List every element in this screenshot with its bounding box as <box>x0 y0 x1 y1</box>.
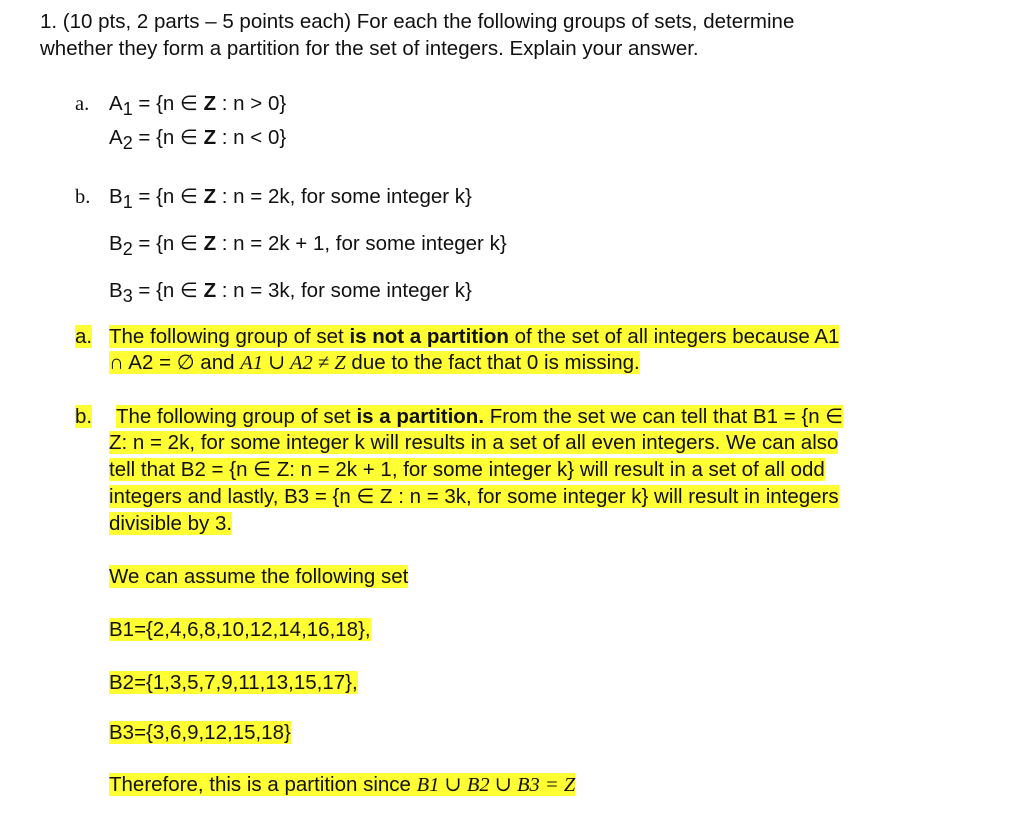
example-set-b2-text: B2={1,3,5,7,9,11,13,15,17}, <box>109 671 358 694</box>
question-line-1: 1. (10 pts, 2 parts – 5 points each) For each the following groups of sets, determine <box>40 10 795 33</box>
conclusion-math: B1 ∪ B2 ∪ B3 = Z <box>416 774 576 796</box>
set-b1-condition: : n = 2k, for some integer k} <box>216 185 472 208</box>
set-b1-subscript: 1 <box>122 192 133 213</box>
answer-a-marker-text: a. <box>75 325 93 348</box>
answer-a-math: A1 ∪ A2 ≠ Z <box>240 352 346 374</box>
set-b2-subscript: 2 <box>122 239 133 260</box>
answer-a-text-4: due to the fact that 0 is missing. <box>345 351 640 374</box>
example-set-b1-text: B1={2,4,6,8,10,12,14,16,18}, <box>109 618 371 641</box>
answer-b-marker-text: b. <box>75 405 93 428</box>
answer-b-text-2: From the set we can tell that B1 = {n ∈ <box>484 405 844 428</box>
set-a2-definition <box>109 125 287 154</box>
example-set-b1 <box>109 617 371 643</box>
set-b2-name: B <box>109 232 123 255</box>
answer-b-text-line-5: divisible by 3. <box>109 512 233 535</box>
set-b3-pre: = {n ∈ <box>132 279 204 302</box>
set-b3-subscript: 3 <box>122 286 133 307</box>
assumption-line <box>109 564 408 590</box>
answer-b-text-line-3: tell that B2 = {n ∈ Z: n = 2k + 1, for some integer k} will result in a set of all odd <box>109 458 825 481</box>
example-set-b3-text: B3={3,6,9,12,15,18} <box>109 721 291 744</box>
set-b2-pre: = {n ∈ <box>132 232 204 255</box>
integers-symbol: Z <box>203 185 217 208</box>
answer-a-marker <box>75 324 92 350</box>
answer-b-line-5 <box>109 511 232 537</box>
example-set-b2 <box>109 670 358 696</box>
answer-b-line-4 <box>109 484 839 510</box>
integers-symbol: Z <box>203 279 217 302</box>
answer-b-text-1: The following group of set <box>116 405 357 428</box>
answer-b-text-line-4: integers and lastly, B3 = {n ∈ Z : n = 3k, for some integer k} will result in integers <box>109 485 839 508</box>
assumption-text: We can assume the following set <box>109 565 409 588</box>
answer-b-line-2 <box>109 430 838 456</box>
set-a1-pre: = {n ∈ <box>132 92 204 115</box>
set-b2-condition: : n = 2k + 1, for some integer k} <box>216 232 507 255</box>
answer-b-line-1 <box>116 404 843 430</box>
answer-a-text-1: The following group of set <box>109 325 350 348</box>
set-b3-definition <box>109 278 472 307</box>
answer-b-text-line-2: Z: n = 2k, for some integer k will results in a set of all even integers. We can also <box>109 431 839 454</box>
answer-a-verdict: is not a partition <box>349 325 509 348</box>
part-b-marker: b. <box>75 186 91 208</box>
answer-a-text-2: of the set of all integers because A1 <box>508 325 840 348</box>
set-a2-subscript: 2 <box>122 133 133 154</box>
example-set-b3 <box>109 720 291 746</box>
set-a2-pre: = {n ∈ <box>132 126 204 149</box>
set-b1-pre: = {n ∈ <box>132 185 204 208</box>
set-b1-name: B <box>109 185 123 208</box>
set-a1-name: A <box>109 92 123 115</box>
integers-symbol: Z <box>203 126 217 149</box>
integers-symbol: Z <box>203 92 217 115</box>
answer-b-marker <box>75 404 92 430</box>
set-a1-condition: : n > 0} <box>216 92 287 115</box>
set-a1-subscript: 1 <box>122 99 133 120</box>
integers-symbol: Z <box>203 232 217 255</box>
answer-a-line-1 <box>109 324 839 350</box>
question-line-2: whether they form a partition for the set of integers. Explain your answer. <box>40 37 699 60</box>
answer-b-verdict: is a partition. <box>356 405 485 428</box>
answer-a-text-3: ∩ A2 = ∅ and <box>109 351 241 374</box>
conclusion-line <box>109 772 575 798</box>
answer-b-line-3 <box>109 457 825 483</box>
set-a1-definition <box>109 91 287 120</box>
answer-a-line-2 <box>109 350 640 376</box>
conclusion-text: Therefore, this is a partition since <box>109 773 417 796</box>
set-b2-definition <box>109 231 507 260</box>
set-a2-name: A <box>109 126 123 149</box>
set-b3-condition: : n = 3k, for some integer k} <box>216 279 472 302</box>
set-a2-condition: : n < 0} <box>216 126 287 149</box>
part-a-marker: a. <box>75 93 90 115</box>
set-b1-definition <box>109 184 472 213</box>
set-b3-name: B <box>109 279 123 302</box>
